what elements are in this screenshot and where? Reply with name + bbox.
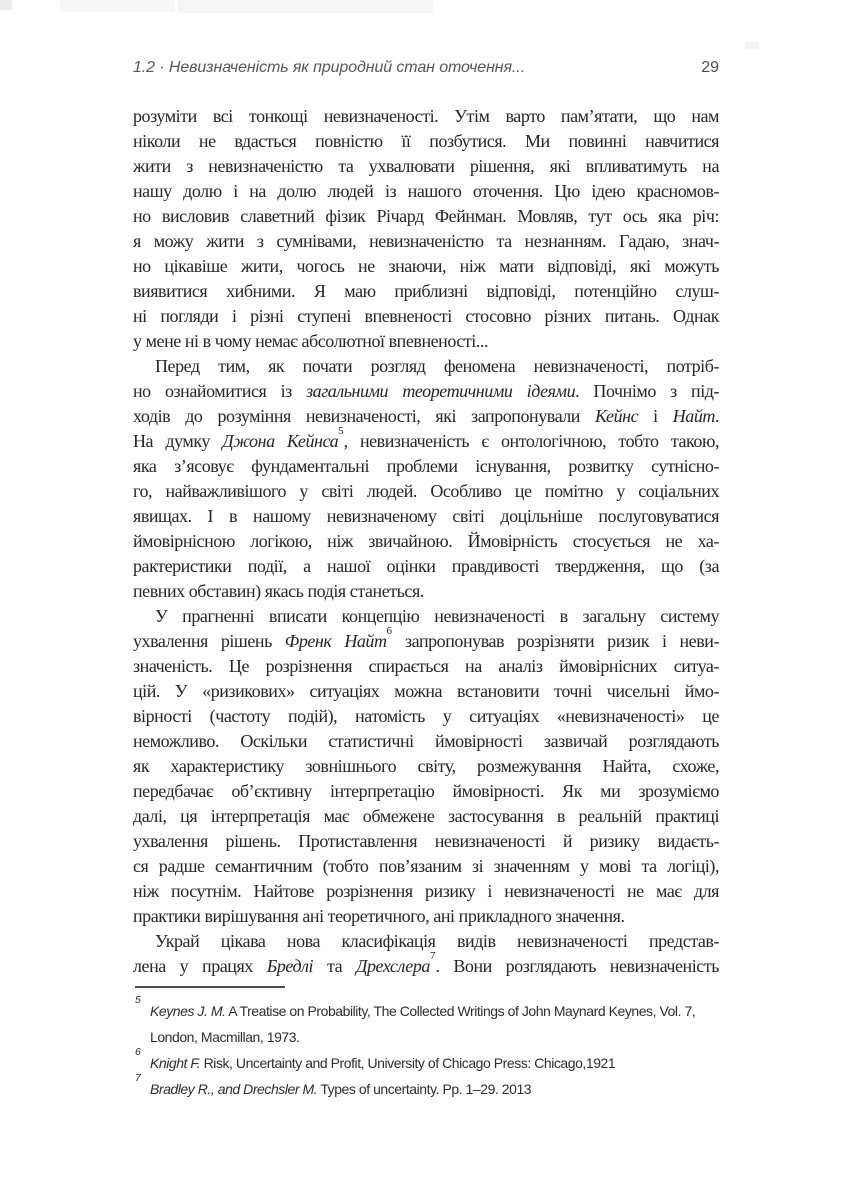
body-line <box>133 579 719 604</box>
footnote-item: 5 Keynes J. M. A Treatise on Probability, The Collected Writings of John Maynard Keynes, Vol. 7, London, Macmillan, 1973. <box>133 998 733 1050</box>
text-segment: ухвалення рішень <box>133 631 285 651</box>
footnote-item: 7 Bradley R., and Drechsler M. Types of uncertainty. Pp. 1–29. 2013 <box>133 1076 733 1102</box>
text-segment: ні погляди і різні ступені впевненості стосовно різних питань. Однак <box>133 306 719 326</box>
text-segment: Дрехслера <box>355 956 430 976</box>
footnote-item: 6 Knight F. Risk, Uncertainty and Profit, University of Chicago Press: Chicago,1921 <box>133 1050 733 1076</box>
body-line <box>133 625 719 654</box>
text-segment: нашу долю і на долю людей із нашого оточення. Цю ідею красномов- <box>133 181 719 201</box>
running-header <box>133 58 719 78</box>
text-segment: Risk, Uncertainty and Profit, University of Chicago Press: Chicago,1921 <box>200 1055 616 1071</box>
text-segment: Украй цікава нова класифікація видів невизначеності представ- <box>155 931 719 951</box>
text-segment: Кейнс <box>595 406 639 426</box>
body-line <box>133 179 719 204</box>
body-line <box>133 304 719 329</box>
text-segment: і <box>638 406 673 426</box>
text-segment: явищах. І в нашому невизначеному світі доцільніше послуговуватися <box>133 506 719 526</box>
footnote-ref: 7 <box>429 950 436 962</box>
text-segment: неможливо. Оскільки статистичні ймовірності зазвичай розглядають <box>133 731 719 751</box>
text-segment: . <box>714 406 720 426</box>
text-segment: розуміти всі тонкощі невизначеності. Утім варто пам’ятати, що нам <box>133 106 719 126</box>
text-segment: но цікавіше жити, чогось не знаючи, ніж мати відповіді, які можуть <box>133 256 719 276</box>
body-line <box>133 454 719 479</box>
body-line <box>133 129 719 154</box>
body-line <box>133 279 719 304</box>
text-segment: виявитися хибними. Я маю приблизні відповіді, потенційно слуш- <box>133 281 719 301</box>
text-segment: цій. У «ризикових» ситуаціях можна встановити точні чисельні ймо- <box>133 681 719 701</box>
text-segment: лена у працях <box>133 956 267 976</box>
scan-artifact <box>178 0 433 13</box>
body-line <box>133 504 719 529</box>
text-segment: . Вони розглядають невизначеність <box>435 956 720 976</box>
text-segment: ся радше семантичним (тобто пов’язаним зі значенням у мові та логіці), <box>133 856 719 876</box>
text-segment: ходів до розуміння невизначеності, які запропонували <box>133 406 595 426</box>
body-line <box>133 229 719 254</box>
text-segment: но висловив славетний фізик Річард Фейнман. Мовляв, тут ось яка річ: <box>133 206 719 226</box>
text-segment: та <box>313 956 356 976</box>
footnote-ref: 5 <box>338 425 344 437</box>
scan-artifact <box>0 0 12 10</box>
text-segment: загальними теоретичними ідеями <box>306 381 576 401</box>
text-segment: London, Macmillan, 1973. <box>150 1029 300 1045</box>
body-line <box>133 754 719 779</box>
body-line <box>133 254 719 279</box>
text-segment: ймовірнісною логікою, ніж звичайною. Ймовірність стосується не ха- <box>133 531 719 551</box>
text-segment: Найт <box>672 406 715 426</box>
body-line <box>133 854 719 879</box>
body-line <box>133 950 720 979</box>
text-segment: Bradley R., and Drechsler M. <box>150 1081 318 1097</box>
page-number: 29 <box>701 59 719 76</box>
text-segment: ніж посутнім. Найтове розрізнення ризику і невизначеності не має для <box>133 881 719 901</box>
body-paragraph <box>133 104 719 354</box>
body-line <box>133 554 719 579</box>
body-line <box>133 604 719 629</box>
body-line <box>133 479 719 504</box>
text-segment: жити з невизначеністю та ухвалювати рішення, які впливатимуть на <box>133 156 719 176</box>
text-segment: яка з’ясовує фундаментальні проблеми існування, розвитку сутнісно- <box>133 456 719 476</box>
text-segment: практики вирішування ані теоретичного, ані прикладного значення. <box>133 906 625 926</box>
body-line <box>133 779 719 804</box>
body-line <box>133 154 719 179</box>
body-line <box>133 354 719 379</box>
body-line <box>133 704 719 729</box>
text-segment: далі, ця інтерпретація має обмежене застосування в реальній практиці <box>133 806 719 826</box>
body-line <box>133 679 719 704</box>
text-segment: значеність. Це розрізнення спирається на аналіз ймовірнісних ситуа- <box>133 656 719 676</box>
footnote-line <box>150 1024 733 1050</box>
body-line <box>133 829 719 854</box>
footnote-line <box>150 1076 733 1102</box>
text-segment: Джона Кейнса <box>222 431 339 451</box>
text-segment: Keynes J. M. <box>150 1003 226 1019</box>
footnote-line <box>150 998 733 1024</box>
body-text <box>133 104 719 979</box>
text-segment: Types of uncertainty. Pp. 1–29. 2013 <box>317 1081 532 1097</box>
text-segment: . Почнімо з під- <box>575 381 720 401</box>
body-paragraph <box>133 929 719 979</box>
scan-artifact <box>60 0 175 12</box>
footnote-line <box>150 1050 733 1076</box>
text-segment: певних обставин) якась подія станеться. <box>133 581 424 601</box>
text-segment: як характеристику зовнішнього світу, розмежування Найта, схоже, <box>133 756 719 776</box>
text-segment: запропонував розрізняти ризик і неви- <box>392 631 719 651</box>
text-segment: ніколи не вдасться повністю її позбутися. Ми повинні навчитися <box>133 131 719 151</box>
body-line <box>133 879 719 904</box>
text-segment: рактеристики події, а нашої оцінки правдивості твердження, що (за <box>133 556 719 576</box>
footnotes <box>133 986 733 1102</box>
body-line <box>133 104 719 129</box>
text-segment: Перед тим, як почати розгляд феномена невизначеності, потріб- <box>155 356 719 376</box>
body-line <box>133 904 719 929</box>
footnote-list <box>133 994 733 1102</box>
text-segment: , невизначеність є онтологічною, тобто такою, <box>343 431 719 451</box>
text-segment: но ознайомитися із <box>133 381 307 401</box>
body-line <box>133 425 719 454</box>
body-paragraph <box>133 354 719 604</box>
body-line <box>133 529 719 554</box>
body-line <box>133 404 719 429</box>
body-line <box>133 804 719 829</box>
text-segment: у мене ні в чому немає абсолютної впевненості... <box>133 331 489 351</box>
footnote-ref: 6 <box>386 625 393 637</box>
scan-artifact <box>745 42 759 49</box>
body-line <box>133 929 719 954</box>
text-segment: я можу жити з сумнівами, невизначеністю та незнанням. Гадаю, знач- <box>133 231 719 251</box>
body-paragraph <box>133 604 719 929</box>
text-segment: У прагненні вписати концепцію невизначеності в загальну систему <box>155 606 719 626</box>
running-header-title: 1.2 · Невизначеність як природний стан оточення... <box>133 59 525 76</box>
text-segment: A Treatise on Probability, The Collected Writings of John Maynard Keynes, Vol. 7, <box>225 1003 696 1019</box>
body-line <box>133 729 719 754</box>
text-segment: ухвалення рішень. Протиставлення невизначеності й ризику видаєть- <box>133 831 719 851</box>
body-line <box>133 204 719 229</box>
body-line <box>133 379 719 404</box>
text-segment: Бредлі <box>266 956 314 976</box>
text-segment: На думку <box>133 431 223 451</box>
text-segment: вірності (частоту подій), натомість у ситуаціях «невизначеності» це <box>133 706 719 726</box>
text-segment: Knight F. <box>150 1055 201 1071</box>
text-segment: Френк Найт <box>284 631 387 651</box>
text-segment: передбачає об’єктивну інтерпретацію ймовірності. Як ми зрозуміємо <box>133 781 719 801</box>
text-segment: го, найважливішого у світі людей. Особливо це помітно у соціальних <box>133 481 719 501</box>
body-line <box>133 329 719 354</box>
footnote-separator <box>135 986 285 988</box>
body-line <box>133 654 719 679</box>
